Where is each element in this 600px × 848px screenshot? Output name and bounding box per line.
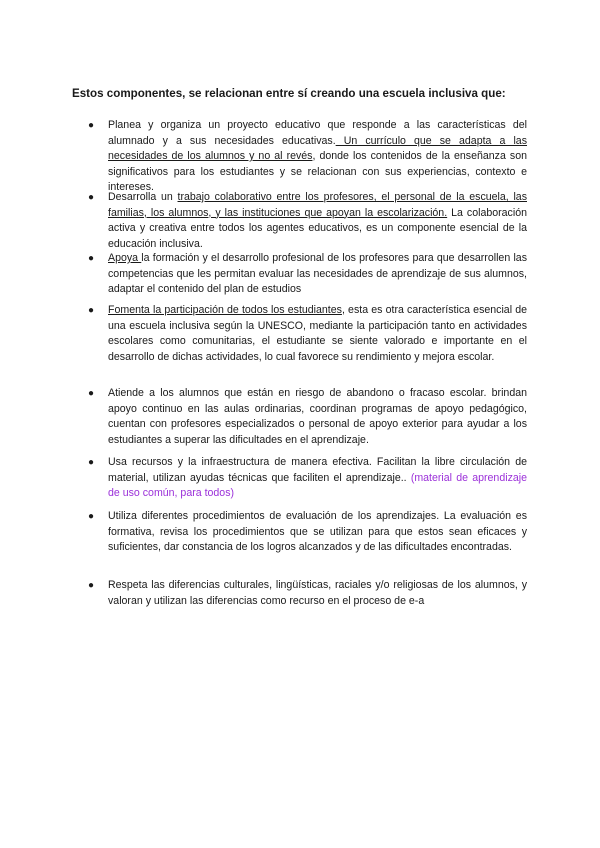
bullet-icon: ●	[88, 253, 95, 264]
list-item	[88, 386, 527, 448]
bullet-icon: ●	[88, 192, 95, 203]
list-item	[88, 190, 527, 252]
bullet-icon: ●	[88, 511, 95, 522]
section-heading: Estos componentes, se relacionan entre sí creando una escuela inclusiva que:	[72, 87, 506, 100]
list-item-text: Usa recursos y la infraestructura de manera efectiva. Facilitan la libre circulación de material, utilizan ayudas técnicas que faciliten el aprendizaje..	[108, 456, 527, 484]
list-item-text: , esta es otra característica esencial de una escuela inclusiva según la UNESCO, mediante la participación tanto en actividades escolares como comunitarias, el estudiante se siente valorado e importante en el desarrollo de dichas actividades, lo cual favorece su rendimiento y mejora escolar.	[108, 304, 527, 363]
bullet-icon: ●	[88, 580, 95, 591]
list-item-text: Desarrolla un	[108, 191, 178, 203]
bullet-icon: ●	[88, 305, 95, 316]
bullet-icon: ●	[88, 388, 95, 399]
list-item-text: Fomenta la participación de todos los estudiantes	[108, 304, 342, 316]
list-item-text: (material de aprendizaje de uso común, para todos)	[108, 471, 527, 500]
list-item-text: La colaboración activa y creativa entre todos los agentes educativos, es un componente esencial de la educación inclusiva.	[108, 206, 527, 250]
list-item	[88, 303, 527, 365]
list-item	[88, 118, 528, 196]
list-item	[88, 455, 527, 502]
bullet-icon: ●	[88, 120, 95, 131]
list-item-text: trabajo colaborativo entre los profesores, el personal de la escuela, las familias, los alumnos, y las instituciones que apoyan la escolarización.	[108, 191, 527, 219]
list-item-text: Un currículo que se adapta a las necesidades de los alumnos y no al revés	[108, 134, 528, 163]
list-item	[88, 251, 528, 298]
list-item-text: Utiliza diferentes procedimientos de evaluación de los aprendizajes. La evaluación es formativa, revisa los procedimientos que se utilizan para que estos sean eficaces y suficientes, dar constancia de los logros alcanzados y de las dificultades encontradas.	[108, 510, 527, 554]
list-item-text: Atiende a los alumnos que están en riesgo de abandono o fracaso escolar. brindan apoyo continuo en las aulas ordinarias, coordinan programas de apoyo pedagógico, cuentan con profesores especializados o personal de apoyo exterior para ayudar a los estudiantes a superar las dificultades en el aprendizaje.	[108, 387, 527, 446]
list-item	[88, 578, 527, 609]
bullet-icon: ●	[88, 457, 95, 468]
list-item-text: , donde los contenidos de la enseñanza son significativos para los estudiantes y se relacionan con sus experiencias, contexto e intereses.	[108, 150, 527, 194]
list-item	[88, 509, 527, 556]
list-item-text: Planea y organiza un proyecto educativo que responde a las características del alumnado y a sus necesidades educativas.	[108, 119, 527, 147]
list-item-text: Apoya	[108, 252, 142, 264]
list-item-text: Respeta las diferencias culturales, lingüísticas, raciales y/o religiosas de los alumnos, y valoran y utilizan las diferencias como recurso en el proceso de e-a	[108, 579, 527, 607]
list-item-text: la formación y el desarrollo profesional de los profesores para que desarrollen las competencias que les permitan evaluar las necesidades de aprendizaje de sus alumnos, adaptar el contenido del plan de estudios	[108, 252, 528, 296]
